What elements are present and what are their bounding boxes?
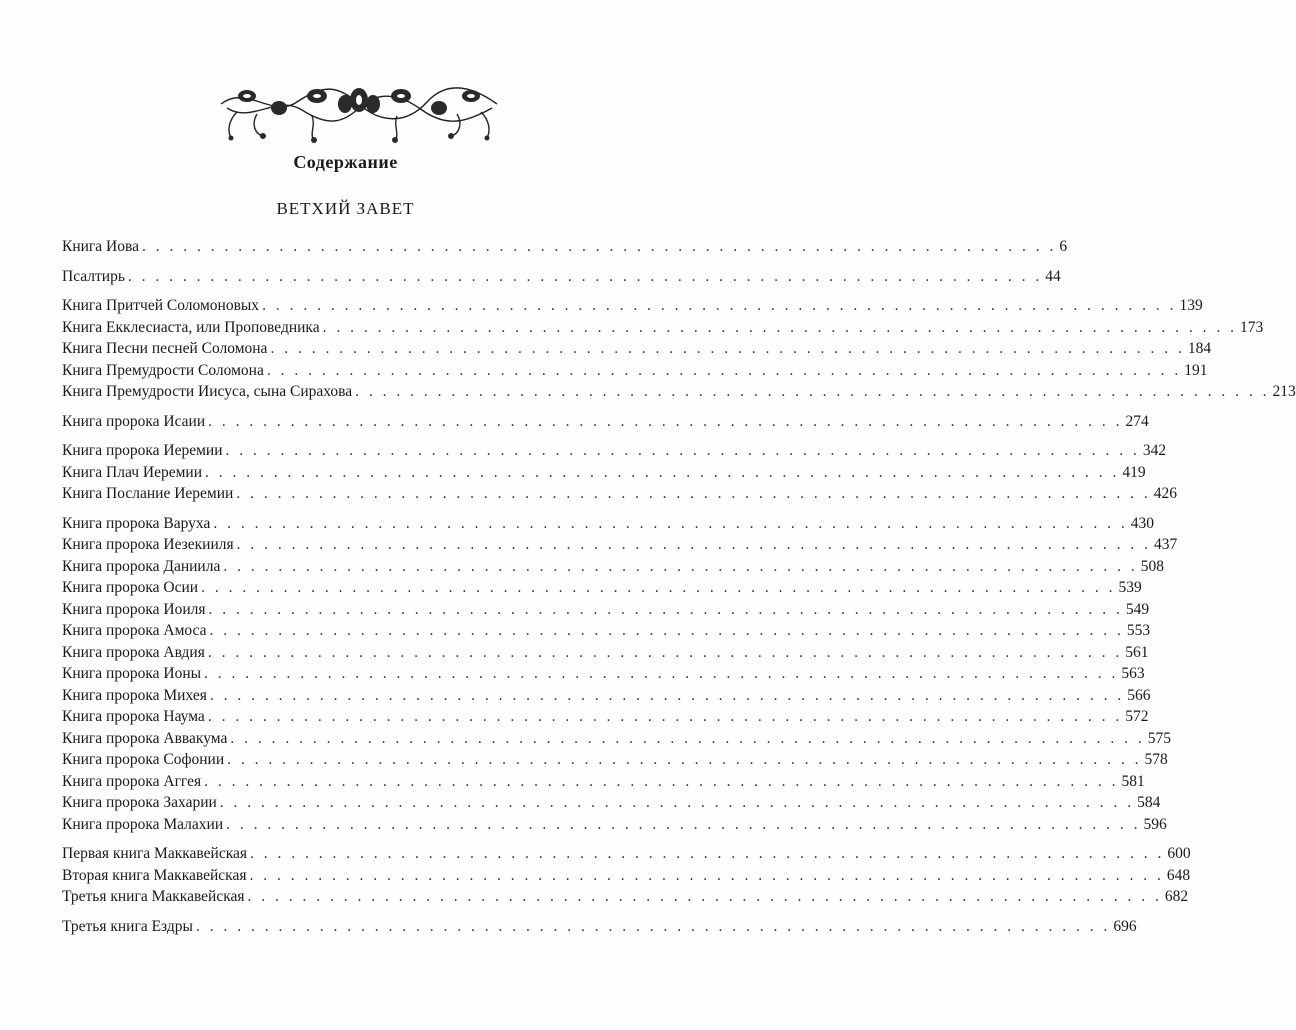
toc-dot-leader: . . . . . . . . . . . . . . . . . . . . . . . . . . . . . . . . . . . . . . . . . . . . . . . . . . . . . . . . . . . . . . . . . . .	[204, 772, 1119, 790]
toc-entry-page: 274	[1125, 412, 1149, 430]
toc-entry-page: 191	[1184, 361, 1208, 379]
toc-dot-leader: . . . . . . . . . . . . . . . . . . . . . . . . . . . . . . . . . . . . . . . . . . . . . . . . . . . . . . . . . . . . . . . . . . .	[236, 536, 1152, 553]
toc-dot-leader: . . . . . . . . . . . . . . . . . . . . . . . . . . . . . . . . . . . . . . . . . . . . . . . . . . . . . . . . . . . . . . . . . . .	[355, 383, 1270, 400]
toc-entry	[62, 728, 1171, 750]
toc-dot-leader: . . . . . . . . . . . . . . . . . . . . . . . . . . . . . . . . . . . . . . . . . . . . . . . . . . . . . . . . . . . . . . . . . . .	[225, 442, 1140, 459]
toc-entry-page: 549	[1125, 600, 1150, 618]
toc-group	[62, 236, 1068, 258]
toc-entry-page: 584	[1137, 794, 1161, 811]
toc-entry-page: 437	[1154, 536, 1178, 553]
toc-dot-leader: . . . . . . . . . . . . . . . . . . . . . . . . . . . . . . . . . . . . . . . . . . . . . . . . . . . . . . . . . . . . . . . . . . .	[204, 665, 1119, 682]
toc-entry-title: Первая книга Маккавейская	[62, 845, 248, 862]
toc-dot-leader: . . . . . . . . . . . . . . . . . . . . . . . . . . . . . . . . . . . . . . . . . . . . . . . . . . . . . . . . . . . . . . . . . . .	[266, 361, 1182, 379]
toc-entry-page: 648	[1166, 866, 1191, 884]
toc-entry	[62, 843, 1191, 865]
toc-dot-leader: . . . . . . . . . . . . . . . . . . . . . . . . . . . . . . . . . . . . . . . . . . . . . . . . . . . . . . . . . . . . . . . . . . .	[262, 297, 1177, 314]
toc-entry-title: Книга Екклесиаста, или Проповедника	[62, 318, 320, 336]
toc-entry	[62, 642, 1149, 664]
toc-entry-title: Книга Премудрости Иисуса, сына Сирахова	[62, 383, 353, 400]
toc-entry-page: 173	[1239, 318, 1264, 336]
toc-entry-page: 553	[1126, 622, 1151, 639]
toc-entry	[62, 338, 1212, 360]
toc-entry	[62, 411, 1149, 433]
toc-entry-title: Книга пророка Малахии	[62, 815, 224, 833]
toc-entry-title: Третья книга Маккавейская	[62, 888, 245, 905]
toc-entry	[62, 577, 1142, 599]
toc-entry-page: 575	[1147, 729, 1171, 747]
toc-dot-leader: . . . . . . . . . . . . . . . . . . . . . . . . . . . . . . . . . . . . . . . . . . . . . . . . . . . . . . . . . . . . . . . . . . .	[226, 815, 1141, 833]
toc-entry-page: 566	[1127, 686, 1151, 704]
section-title: ВЕТХИЙ ЗАВЕТ	[276, 199, 415, 218]
toc-group	[62, 843, 1191, 908]
toc-dot-leader: . . . . . . . . . . . . . . . . . . . . . . . . . . . . . . . . . . . . . . . . . . . . . . . . . . . . . . . . . . . . . . . . . . .	[223, 557, 1138, 575]
toc-entry	[62, 916, 1137, 938]
toc-entry	[62, 886, 1189, 908]
toc-entry-title: Псалтирь	[62, 267, 125, 285]
toc-entry-title: Книга пророка Аввакума	[62, 729, 228, 747]
toc-entry	[62, 317, 1264, 339]
toc-group	[62, 411, 1149, 433]
toc-entry-title: Книга пророка Захарии	[62, 794, 217, 811]
toc-entry-page: 342	[1142, 442, 1167, 459]
toc-entry-page: 572	[1125, 708, 1149, 725]
toc-dot-leader: . . . . . . . . . . . . . . . . . . . . . . . . . . . . . . . . . . . . . . . . . . . . . . . . . . . . . . . . . . . . . . . . . . .	[127, 267, 1043, 285]
toc-entry-page: 600	[1167, 845, 1191, 862]
toc-entry	[62, 749, 1168, 771]
toc-entry	[62, 663, 1145, 685]
toc-entry-page: 426	[1153, 485, 1177, 502]
toc-dot-leader: . . . . . . . . . . . . . . . . . . . . . . . . . . . . . . . . . . . . . . . . . . . . . . . . . . . . . . . . . . . . . . . . . . .	[209, 622, 1124, 639]
toc-entry-page: 508	[1140, 557, 1164, 575]
toc-entry	[62, 381, 1296, 403]
toc-entry-title: Книга пророка Исаии	[62, 412, 206, 430]
toc-dot-leader: . . . . . . . . . . . . . . . . . . . . . . . . . . . . . . . . . . . . . . . . . . . . . . . . . . . . . . . . . . . . . . . . . . .	[213, 514, 1128, 532]
toc-group	[62, 266, 1061, 288]
toc-dot-leader: . . . . . . . . . . . . . . . . . . . . . . . . . . . . . . . . . . . . . . . . . . . . . . . . . . . . . . . . . . . . . . . . . . .	[195, 917, 1111, 935]
toc-entry-page: 596	[1143, 815, 1167, 833]
toc-dot-leader: . . . . . . . . . . . . . . . . . . . . . . . . . . . . . . . . . . . . . . . . . . . . . . . . . . . . . . . . . . . . . . . . . . .	[270, 340, 1185, 357]
vine-ornament	[217, 74, 501, 144]
toc-entry-title: Книга пророка Осии	[62, 579, 199, 596]
toc-dot-leader: . . . . . . . . . . . . . . . . . . . . . . . . . . . . . . . . . . . . . . . . . . . . . . . . . . . . . . . . . . . . . . . . . . .	[208, 600, 1123, 618]
toc-entry	[62, 440, 1167, 462]
toc-entry-title: Книга пророка Даниила	[62, 557, 221, 575]
toc-entry-page: 578	[1144, 751, 1168, 768]
toc-entry	[62, 771, 1145, 793]
toc-entry-page: 561	[1125, 643, 1149, 661]
toc-dot-leader: . . . . . . . . . . . . . . . . . . . . . . . . . . . . . . . . . . . . . . . . . . . . . . . . . . . . . . . . . . . . . . . . . . .	[209, 686, 1125, 704]
toc-entry-title: Книга Притчей Соломоновых	[62, 297, 260, 314]
toc-entry	[62, 620, 1151, 642]
toc-entry-title: Книга пророка Наума	[62, 708, 205, 725]
table-of-contents	[62, 236, 1296, 945]
toc-entry	[62, 295, 1203, 317]
toc-dot-leader: . . . . . . . . . . . . . . . . . . . . . . . . . . . . . . . . . . . . . . . . . . . . . . . . . . . . . . . . . . . . . . . . . . .	[219, 794, 1135, 811]
toc-entry-title: Книга Послание Иеремии	[62, 485, 234, 502]
toc-entry-title: Книга пророка Михея	[62, 686, 207, 704]
toc-entry	[62, 236, 1068, 258]
toc-entry-title: Книга пророка Иеремии	[62, 442, 223, 459]
toc-entry-page: 563	[1121, 665, 1145, 682]
toc-entry	[62, 483, 1177, 505]
toc-entry-title: Книга пророка Авдия	[62, 643, 205, 661]
toc-entry	[62, 360, 1208, 382]
toc-entry	[62, 706, 1149, 728]
toc-dot-leader: . . . . . . . . . . . . . . . . . . . . . . . . . . . . . . . . . . . . . . . . . . . . . . . . . . . . . . . . . . . . . . . . . . .	[207, 643, 1123, 661]
toc-entry-page: 6	[1059, 238, 1068, 255]
toc-entry	[62, 685, 1151, 707]
toc-entry	[62, 599, 1150, 621]
toc-entry-title: Книга пророка Иезекииля	[62, 536, 234, 553]
toc-dot-leader: . . . . . . . . . . . . . . . . . . . . . . . . . . . . . . . . . . . . . . . . . . . . . . . . . . . . . . . . . . . . . . . . . . .	[249, 866, 1164, 884]
toc-entry-page: 213	[1272, 383, 1296, 400]
toc-entry-page: 682	[1164, 888, 1189, 905]
toc-group	[62, 513, 1178, 836]
toc-dot-leader: . . . . . . . . . . . . . . . . . . . . . . . . . . . . . . . . . . . . . . . . . . . . . . . . . . . . . . . . . . . . . . . . . . .	[236, 485, 1151, 502]
toc-group	[62, 295, 1296, 403]
toc-entry-title: Книга пророка Амоса	[62, 622, 207, 639]
page-title: Содержание	[293, 152, 398, 172]
toc-entry	[62, 792, 1161, 814]
toc-entry-page: 581	[1121, 772, 1145, 790]
toc-entry-page: 419	[1122, 463, 1146, 481]
toc-entry-title: Книга Премудрости Соломона	[62, 361, 264, 379]
toc-entry-title: Книга пророка Иоиля	[62, 600, 206, 618]
toc-dot-leader: . . . . . . . . . . . . . . . . . . . . . . . . . . . . . . . . . . . . . . . . . . . . . . . . . . . . . . . . . . . . . . . . . . .	[322, 318, 1237, 336]
toc-entry-page: 44	[1045, 267, 1061, 285]
toc-entry-page: 696	[1113, 917, 1137, 935]
toc-entry-title: Книга пророка Софонии	[62, 751, 225, 768]
toc-group	[62, 916, 1137, 938]
toc-entry-page: 539	[1118, 579, 1142, 596]
toc-entry-title: Книга пророка Ионы	[62, 665, 202, 682]
toc-dot-leader: . . . . . . . . . . . . . . . . . . . . . . . . . . . . . . . . . . . . . . . . . . . . . . . . . . . . . . . . . . . . . . . . . . .	[201, 579, 1116, 596]
toc-entry	[62, 865, 1191, 887]
toc-entry-page: 139	[1179, 297, 1203, 314]
toc-entry-page: 430	[1130, 514, 1154, 532]
toc-entry-title: Книга пророка Варуха	[62, 514, 211, 532]
toc-dot-leader: . . . . . . . . . . . . . . . . . . . . . . . . . . . . . . . . . . . . . . . . . . . . . . . . . . . . . . . . . . . . . . . . . . .	[250, 845, 1165, 862]
toc-entry	[62, 534, 1178, 556]
toc-entry	[62, 462, 1146, 484]
toc-dot-leader: . . . . . . . . . . . . . . . . . . . . . . . . . . . . . . . . . . . . . . . . . . . . . . . . . . . . . . . . . . . . . . . . . . .	[227, 751, 1142, 768]
toc-entry-page: 184	[1187, 340, 1212, 357]
toc-entry-title: Книга пророка Аггея	[62, 772, 202, 790]
toc-group	[62, 440, 1177, 505]
toc-entry	[62, 556, 1164, 578]
toc-entry-title: Книга Иова	[62, 238, 139, 255]
toc-dot-leader: . . . . . . . . . . . . . . . . . . . . . . . . . . . . . . . . . . . . . . . . . . . . . . . . . . . . . . . . . . . . . . . . . . .	[247, 888, 1162, 905]
toc-dot-leader: . . . . . . . . . . . . . . . . . . . . . . . . . . . . . . . . . . . . . . . . . . . . . . . . . . . . . . . . . . . . . . . . . . .	[208, 412, 1123, 430]
toc-entry-title: Третья книга Ездры	[62, 917, 193, 935]
toc-entry	[62, 814, 1167, 836]
toc-entry	[62, 513, 1154, 535]
toc-entry-title: Книга Песни песней Соломона	[62, 340, 268, 357]
toc-entry-title: Книга Плач Иеремии	[62, 463, 202, 481]
toc-entry-title: Вторая книга Маккавейская	[62, 866, 247, 884]
toc-dot-leader: . . . . . . . . . . . . . . . . . . . . . . . . . . . . . . . . . . . . . . . . . . . . . . . . . . . . . . . . . . . . . . . . . . .	[141, 238, 1057, 255]
toc-dot-leader: . . . . . . . . . . . . . . . . . . . . . . . . . . . . . . . . . . . . . . . . . . . . . . . . . . . . . . . . . . . . . . . . . . .	[230, 729, 1145, 747]
toc-dot-leader: . . . . . . . . . . . . . . . . . . . . . . . . . . . . . . . . . . . . . . . . . . . . . . . . . . . . . . . . . . . . . . . . . . .	[207, 708, 1123, 725]
toc-entry	[62, 266, 1061, 288]
toc-dot-leader: . . . . . . . . . . . . . . . . . . . . . . . . . . . . . . . . . . . . . . . . . . . . . . . . . . . . . . . . . . . . . . . . . . .	[205, 463, 1120, 481]
